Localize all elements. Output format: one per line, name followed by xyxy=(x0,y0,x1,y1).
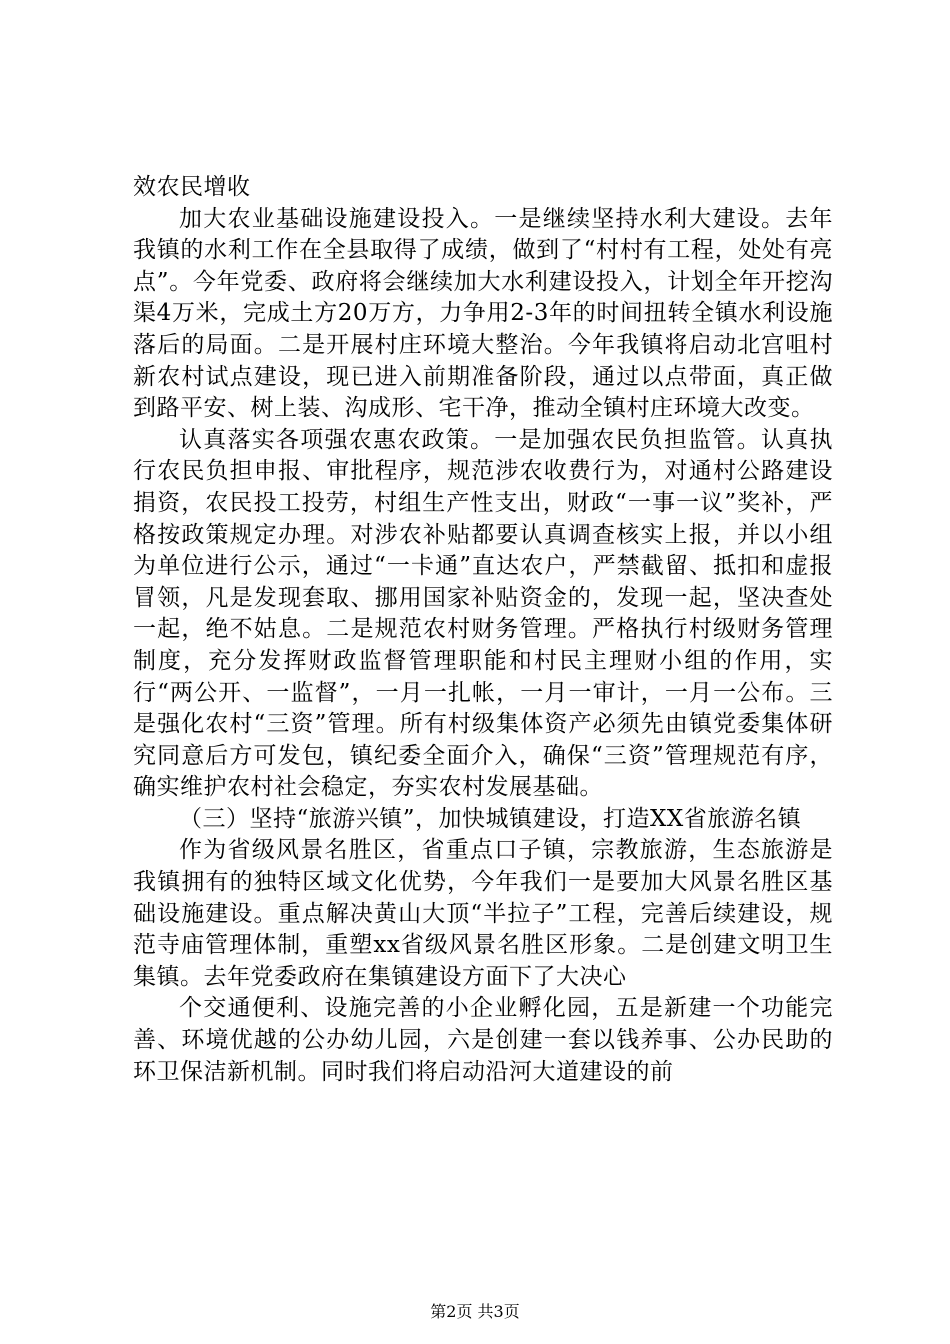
document-body xyxy=(133,172,833,1088)
section-heading-tourism: （三）坚持“旅游兴镇”，加快城镇建设，打造XX省旅游名镇 xyxy=(179,805,802,832)
paragraph-agri-infrastructure: 加大农业基础设施建设投入。一是继续坚持水利大建设。去年我镇的水利工作在全县取得了成绩，做到了“村村有工程，处处有亮点”。今年党委、政府将会继续加大水利建设投入，计划全年开挖沟渠4万米，完成土方20万方，力争用2-3年的时间扭转全镇水利设施落后的局面。二是开展村庄环境大整治。今年我镇将启动北宫咀村新农村试点建设，现已进入前期准备阶段，通过以点带面，真正做到路平安、树上装、沟成形、宅干净，推动全镇村庄环境大改变。 xyxy=(133,205,833,422)
page-number-footer: 第2页 共3页 xyxy=(430,1302,520,1321)
paragraph-scenic-area: 作为省级风景名胜区，省重点口子镇，宗教旅游，生态旅游是我镇拥有的独特区域文化优势，今年我们一是要加大风景名胜区基础设施建设。重点解决黄山大顶“半拉子”工程，完善后续建设，规范寺庙管理体制，重塑xx省级风景名胜区形象。二是创建文明卫生集镇。去年党委政府在集镇建设方面下了大决心 xyxy=(133,837,833,990)
paragraph-town-projects: 个交通便利、设施完善的小企业孵化园，五是新建一个功能完善、环境优越的公办幼儿园，六是创建一套以钱养事、公办民助的环卫保洁新机制。同时我们将启动沿河大道建设的前 xyxy=(133,995,833,1085)
paragraph-fragment: 效农民增收 xyxy=(133,174,251,200)
paragraph-agri-policy: 认真落实各项强农惠农政策。一是加强农民负担监管。认真执行农民负担申报、审批程序，规范涉农收费行为，对通村公路建设捐资，农民投工投劳，村组生产性支出，财政“一事一议”奖补，严格按政策规定办理。对涉农补贴都要认真调查核实上报，并以小组为单位进行公示，通过“一卡通”直达农户，严禁截留、抵扣和虚报冒领，凡是发现套取、挪用国家补贴资金的，发现一起，坚决查处一起，绝不姑息。二是规范农村财务管理。严格执行村级财务管理制度，充分发挥财政监督管理职能和村民主理财小组的作用，实行“两公开、一监督”，一月一扎帐，一月一审计，一月一公布。三是强化农村“三资”管理。所有村级集体资产必须先由镇党委集体研究同意后方可发包，镇纪委全面介入，确保“三资”管理规范有序，确实维护农村社会稳定，夯实农村发展基础。 xyxy=(133,426,833,801)
